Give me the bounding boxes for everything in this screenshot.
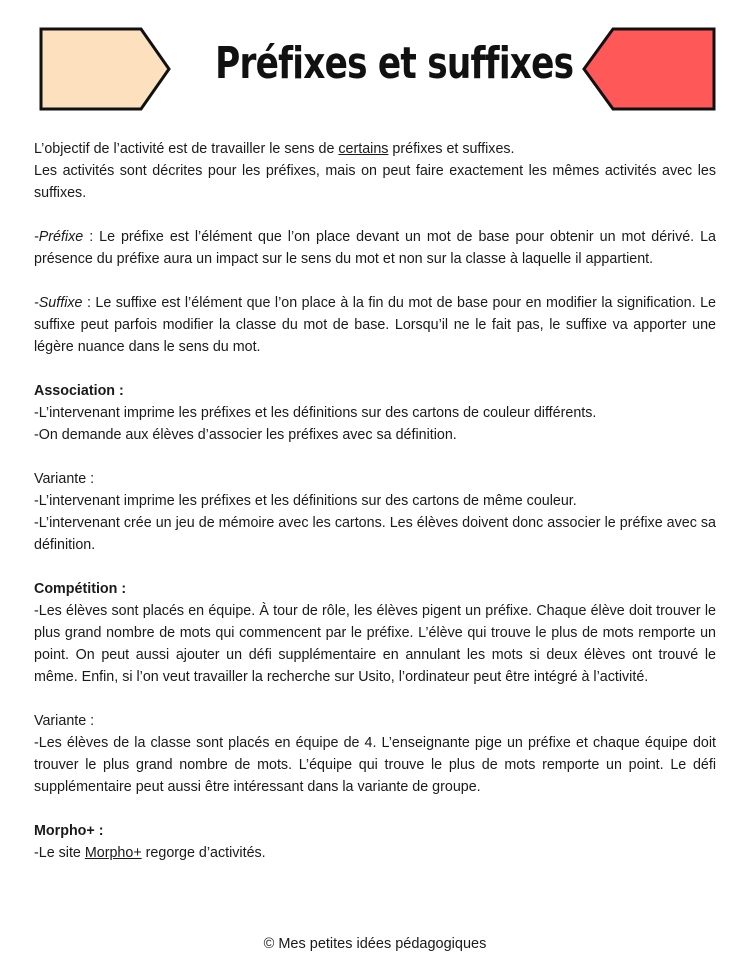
competition-heading [34, 578, 716, 600]
association-heading [34, 380, 716, 402]
suffixe-definition [34, 292, 716, 358]
prefixe-definition [34, 226, 716, 270]
list-item: -L’intervenant imprime les préfixes et les définitions sur des cartons de couleur différents. [34, 405, 597, 421]
intro-line-1 [34, 138, 716, 160]
document-body [34, 138, 716, 864]
heading: Compétition : [34, 581, 127, 597]
intro-line-2: Les activités sont décrites pour les préfixes, mais on peut faire exactement les mêmes activités avec les suffixes. [34, 163, 716, 201]
text: regorge d’activités. [141, 845, 266, 861]
competition-variante-text: -Les élèves de la classe sont placés en équipe de 4. L’enseignante pige un préfixe et chaque équipe doit trouver le plus grand nombre de mots. L’équipe qui trouve le plus de mots remporte un point. Le défi supplémentaire peut aussi être intéressant dans la variante de groupe. [34, 735, 716, 795]
heading: Morpho+ : [34, 823, 104, 839]
morpho-text [34, 842, 716, 864]
footer-copyright: © Mes petites idées pédagogiques [263, 936, 487, 952]
right-arrow-shape [580, 26, 718, 112]
text: -Le site [34, 845, 85, 861]
heading: Association : [34, 383, 124, 399]
variante-heading: Variante : [34, 471, 95, 487]
term: -Suffixe [34, 295, 83, 311]
morpho-link[interactable]: Morpho+ [84, 845, 142, 861]
variante-heading: Variante : [34, 713, 95, 729]
text: L’objectif de l’activité est de travailler le sens de [34, 141, 339, 157]
term: -Préfixe [34, 229, 84, 245]
list-item: -L’intervenant imprime les préfixes et les définitions sur des cartons de même couleur. [34, 493, 577, 509]
text: : Le suffixe est l’élément que l’on place à la fin du mot de base pour en modifier la signification. Le suffixe peut parfois modifier la classe du mot de base. Lorsqu’il ne le fait pas, le suffixe va apporter une légère nuance dans le sens du mot. [34, 295, 716, 355]
list-item: -On demande aux élèves d’associer les préfixes avec sa définition. [34, 427, 457, 443]
page-title: Préfixes et suffixes [215, 38, 574, 89]
text: préfixes et suffixes. [388, 141, 515, 157]
list-item: -L’intervenant crée un jeu de mémoire avec les cartons. Les élèves doivent donc associer le préfixe avec sa définition. [34, 515, 716, 553]
competition-text: -Les élèves sont placés en équipe. À tour de rôle, les élèves pigent un préfixe. Chaque élève doit trouver le plus grand nombre de mots qui commencent par le préfixe. L’élève qui trouve le plus de mots remporte un point. On peut aussi ajouter un défi supplémentaire en annulant les mots si deux élèves ont trouvé le même. Enfin, si l’on veut travailler la recherche sur Usito, l’ordinateur peut être intégré à l’activité. [34, 603, 716, 685]
left-arrow-shape [38, 26, 174, 112]
certains-link[interactable]: certains [338, 141, 389, 157]
text: : Le préfixe est l’élément que l’on place devant un mot de base pour obtenir un mot dérivé. La présence du préfixe aura un impact sur le sens du mot et non sur la classe à laquelle il appartient. [34, 229, 716, 267]
morpho-heading [34, 820, 716, 842]
